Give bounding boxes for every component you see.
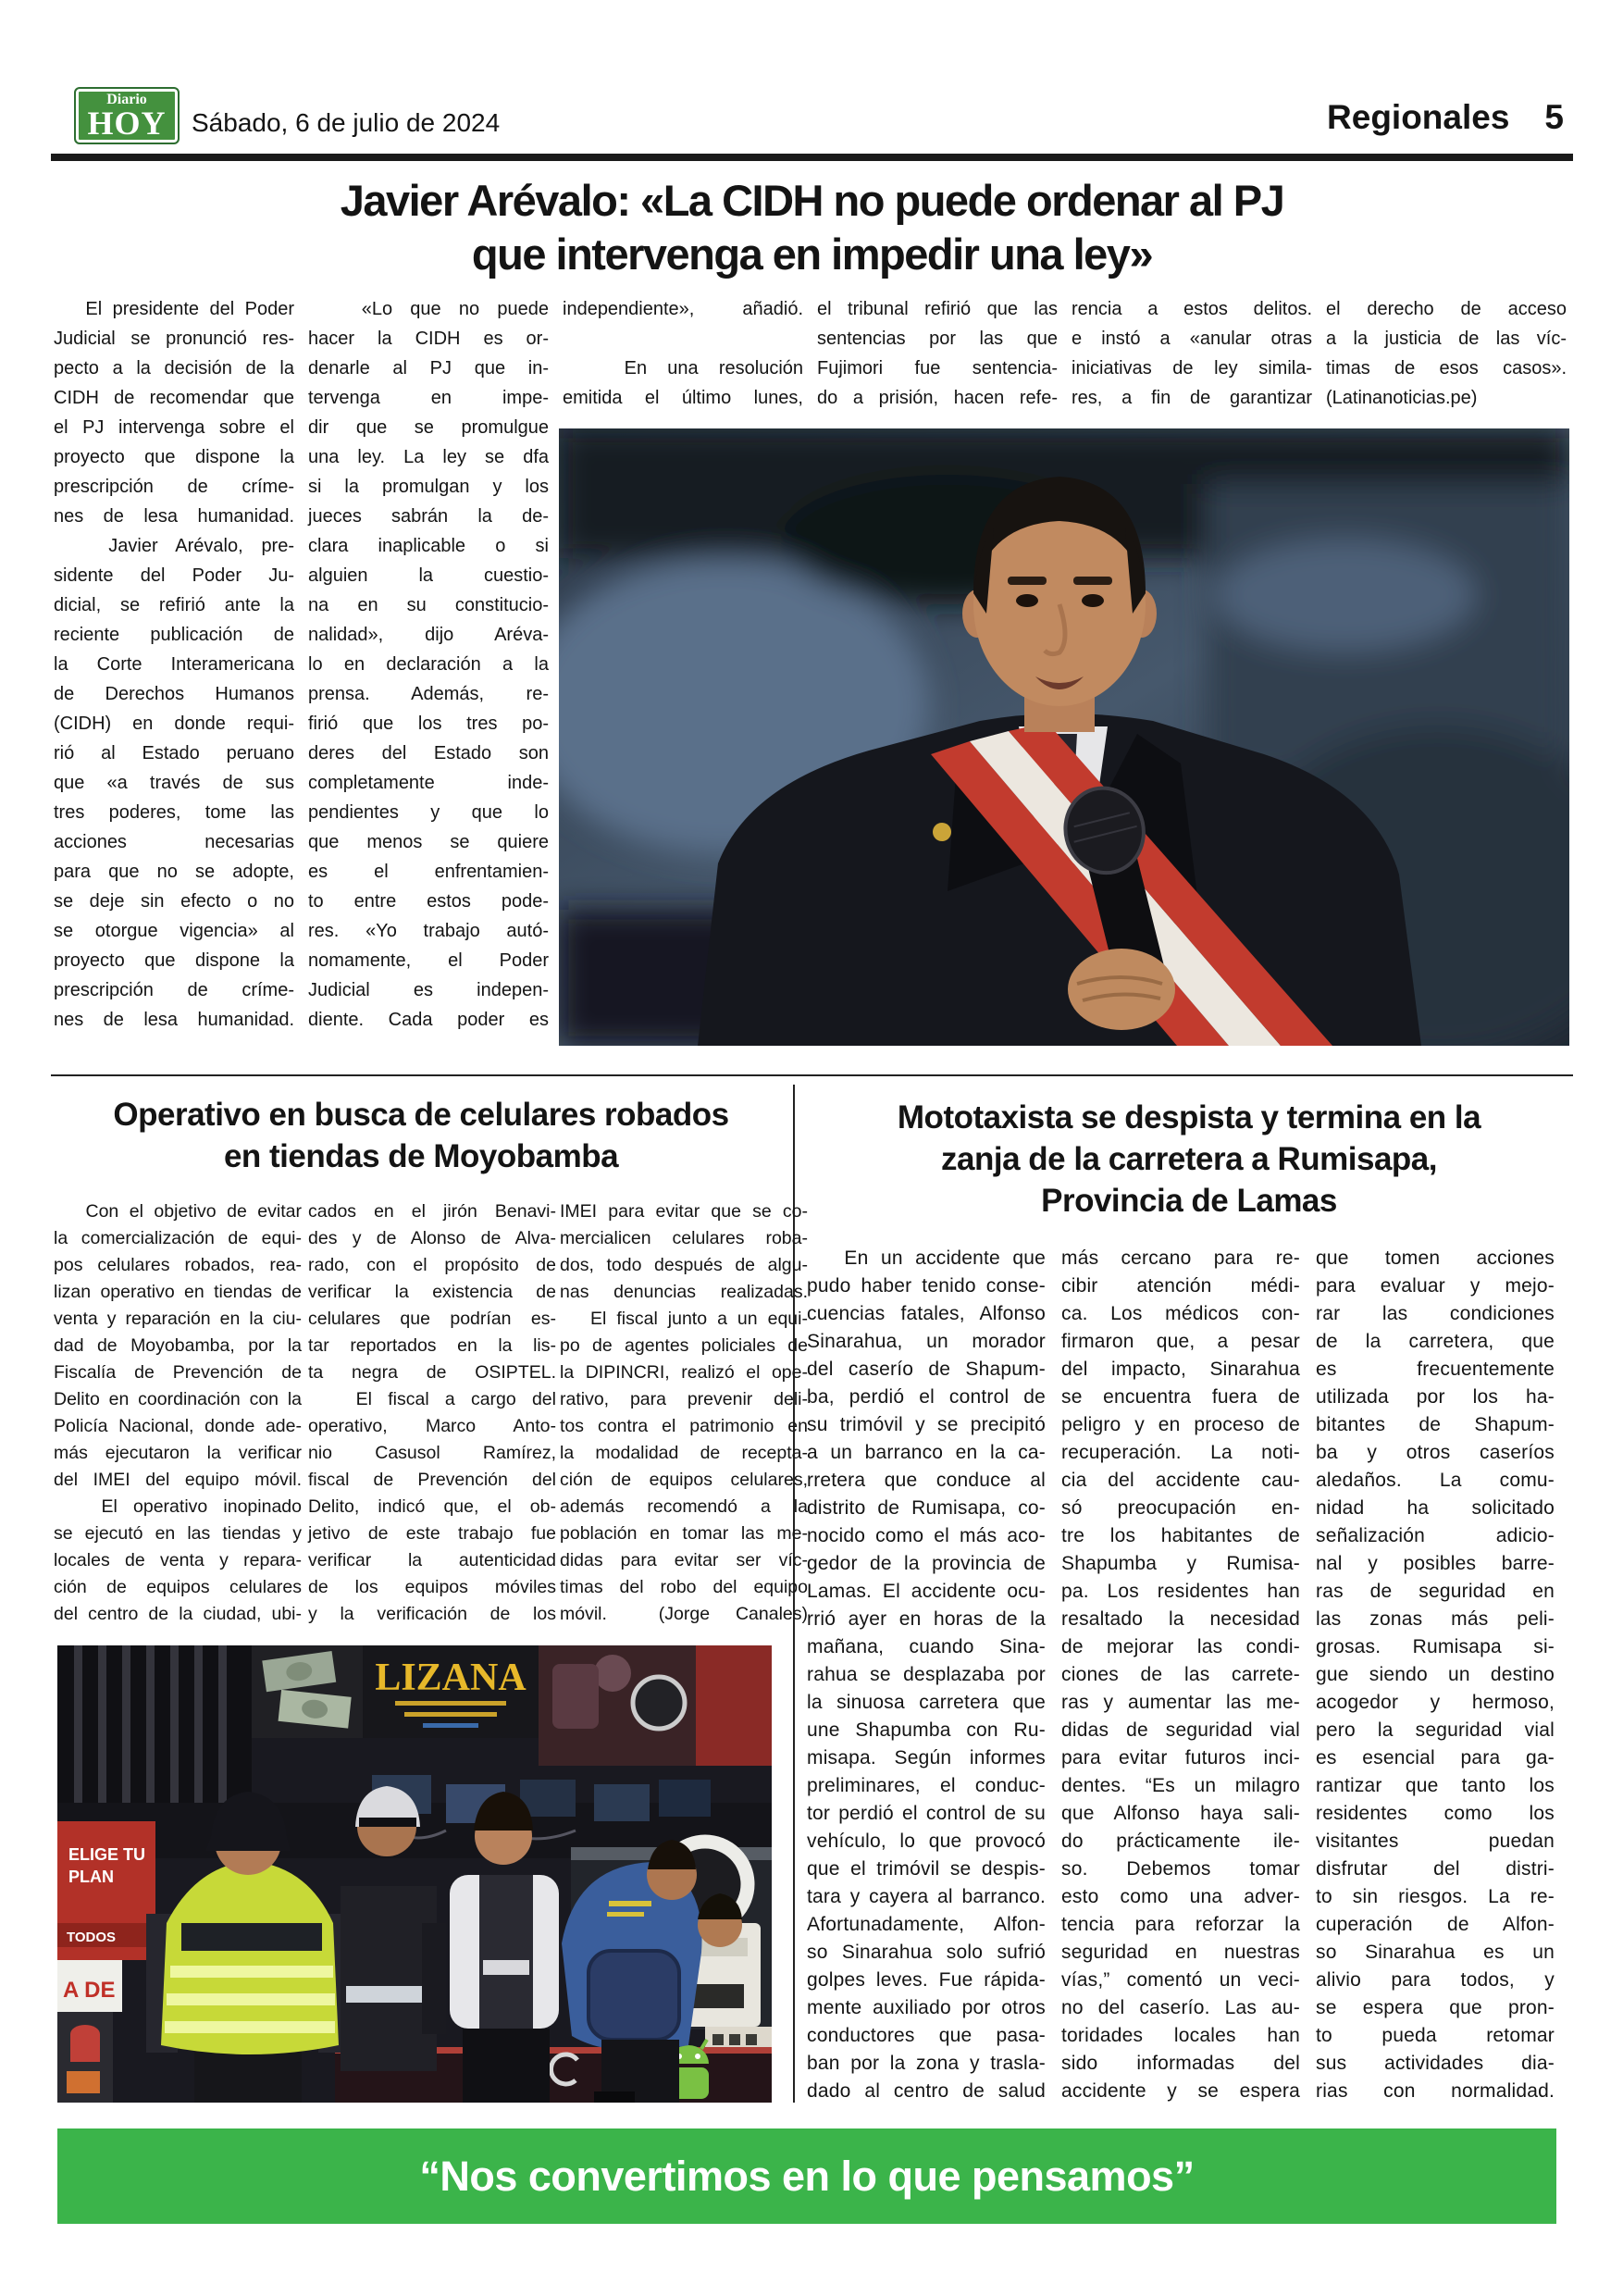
right-article-column-1: En un accidente que pudo haber tenido conse- cuencias fatales, Alfonso Sinarahua, un morador del caserío de Shapum- ba, perdió el control de su trimóvil y se precipitó a un barranco en la ca- rretera que conduce al distrito de Rumisapa, co- nocido como el más aco- gedor de la provincia de Lamas. El accidente ocu- rrió ayer en horas de la mañana, cuando Sina- rahua se desplazaba por la sinuosa carretera que une Shapumba con Ru- misapa. Según informes preliminares, el conduc- tor perdió el control de su vehículo, lo que provocó que el trimóvil se despis- tara y cayera al barranco. Afortunadamente, Alfon- so Sinarahua solo sufrió golpes leves. Fue rápida- mente auxiliado por otros conductores que pasa- ban por la zona y trasla- dado al centro de salud <box>807 1247 1046 2102</box>
main-article-column-3: independiente», añadió. En una resolución emitida el último lunes, <box>563 299 804 408</box>
main-article-column-4: el tribunal refirió que las sentencias por las que Fujimori fue sentencia- do a prisión, hacen refe- <box>817 299 1058 408</box>
main-headline-line2: que intervenga en impedir una ley» <box>471 230 1153 279</box>
motto-banner <box>57 2128 1556 2224</box>
masthead-logo-top: Diario <box>106 92 147 107</box>
left-article-column-1: Con el objetivo de evitar la comercialización de equi- pos celulares robados, rea- lizan operativo en tiendas de venta y reparación en la ciu- dad de Moyobamba, por la Fiscalía de Prevención de Delito en coordinación con la Policía Nacional, donde ade- más ejecutaron la verificar del IMEI del equipo móvil. El operativo inopinado se ejecutó en las tiendas y locales de venta y repara- ción de equipos celulares del centro de la ciudad, ubi- <box>54 1201 302 1624</box>
left-article-headline-line2: en tiendas de Moyobamba <box>223 1138 619 1174</box>
section-label: Regionales <box>1327 98 1510 136</box>
operation-photo-illustration <box>57 1645 772 2103</box>
right-article-headline-line3: Provincia de Lamas <box>1041 1183 1337 1219</box>
lapel-pin <box>933 823 951 841</box>
main-headline <box>51 174 1573 281</box>
header-rule <box>51 154 1573 161</box>
main-article-column-2: «Lo que no puede hacer la CIDH es or- denarle al PJ que in- tervenga en impe- dir que se promulgue una ley. La ley se dfa si la promulgan y los jueces sabrán la de- clara inaplicable o si alguien la cuestio- na en su constitucio- nalidad», dijo Aréva- lo en declaración a la prensa. Además, re- firió que los tres po- deres del Estado son completamente inde- pendientes y que lo que menos se quiere es el enfrentamien- to entre estos pode- res. «Yo trabajo autó- nomamente, el Poder Judicial es indepen- diente. Cada poder es <box>308 299 549 1030</box>
main-article-photo <box>559 428 1569 1046</box>
shop-sign-text: LIZANA <box>375 1657 527 1699</box>
left-article-headline-line1: Operativo en busca de celulares robados <box>113 1097 729 1133</box>
left-article-photo <box>57 1645 772 2103</box>
right-article-headline-line1: Mototaxista se despista y termina en la <box>897 1099 1481 1136</box>
left-article-column-2: cados en el jirón Benavi- des y de Alonso de Alva- rado, con el propósito de verificar la existencia de celulares que podrían es- tar reportados en la lis- ta negra de OSIPTEL. El fiscal a cargo del operativo, Marco Anto- nio Casusol Ramírez, fiscal de Prevención del Delito, indicó que, el ob- jetivo de este trabajo fue verificar la autenticidad de los equipos móviles y la verificación de los <box>308 1201 556 1624</box>
main-article-column-6: el derecho de acceso a la justicia de las víc- timas de esos casos». (Latinanoticias.pe) <box>1326 299 1567 408</box>
masthead-logo <box>74 87 180 144</box>
right-article-headline <box>805 1097 1573 1222</box>
hand <box>1068 949 1175 1030</box>
speaker-photo-illustration <box>559 428 1569 1046</box>
poster-text-1: ELIGE TU <box>68 1845 146 1864</box>
section-divider-rule <box>51 1074 1573 1076</box>
main-headline-line1: Javier Arévalo: «La CIDH no puede ordenar al PJ <box>340 176 1284 225</box>
right-article-column-2: más cercano para re- cibir atención médi- ca. Los médicos con- firmaron que, a pesar del impacto, Sinarahua se encuentra fuera de peligro y en proceso de recuperación. La noti- cia del accidente cau- só preocupación en- tre los habitantes de Shapumba y Rumisa- pa. Los residentes han resaltado la necesidad de mejorar las condi- ciones de las carrete- ras y aumentar las me- didas de seguridad vial para evitar futuros inci- dentes. “Es un milagro que Alfonso haya sali- do prácticamente ile- so. Debemos tomar esto como una adver- tencia para reforzar la seguridad en nuestras vías,” comentó un veci- no del caserío. Las au- toridades locales han sido informadas del accidente y se espera <box>1061 1247 1300 2102</box>
left-article-headline <box>51 1094 791 1177</box>
main-article-column-1: El presidente del Poder Judicial se pronunció res- pecto a la decisión de la CIDH de recomendar que el PJ intervenga sobre el proyecto que dispone la prescripción de críme- nes de lesa humanidad. Javier Arévalo, pre- sidente del Poder Ju- dicial, se refirió ante la reciente publicación de la Corte Interamericana de Derechos Humanos (CIDH) en donde requi- rió al Estado peruano que «a través de sus tres poderes, tome las acciones necesarias para que no se adopte, se deje sin efecto o no se otorgue vigencia» al proyecto que dispone la prescripción de críme- nes de lesa humanidad. <box>54 299 295 1030</box>
poster-text-4: A DE <box>63 1978 116 2003</box>
right-article-headline-line2: zanja de la carretera a Rumisapa, <box>941 1141 1437 1177</box>
section-header <box>1327 98 1564 137</box>
edition-date: Sábado, 6 de julio de 2024 <box>192 108 501 137</box>
right-article-column-3: que tomen acciones para evaluar y mejo- rar las condiciones de la carretera, que es frecuentemente utilizada por los ha- bitantes de Shapum- ba y otros caseríos aledaños. La comu- nidad ha solicitado señalización adicio- nal y posibles barre- ras de seguridad en las zonas más peli- grosas. Rumisapa si- gue siendo un destino acogedor y hermoso, pero la seguridad vial es esencial para ga- rantizar que tanto los residentes como los visitantes puedan disfrutar del distri- to sin riesgos. La re- cuperación de Alfon- so Sinarahua es un alivio para todos, y se espera que pron- to pueda retomar sus actividades dia- rias con normalidad. <box>1316 1247 1555 2102</box>
poster-text-3: TODOS <box>67 1930 117 1945</box>
page-number: 5 <box>1544 98 1564 136</box>
poster-text-2: PLAN <box>68 1868 114 1886</box>
main-article-column-5: rencia a estos delitos. e instó a «anular otras iniciativas de ley simila- res, a fin de garantizar <box>1072 299 1312 408</box>
left-article-column-3: IMEI para evitar que se co- mercialicen celulares roba- dos, todo después de algu- nas denuncias realizadas. El fiscal junto a un equi- po de agentes policiales de la DIPINCRI, realizó el ope- rativo, para prevenir deli- tos contra el patrimonio en la modalidad de recepta- ción de equipos celulares, además recomendó a la población en tomar las me- didas para evitar ser víc- timas del robo del equipo móvil. (Jorge Canales) <box>560 1201 808 1624</box>
masthead-logo-main: HOY <box>87 105 167 142</box>
motto-text: “Nos convertimos en lo que pensamos” <box>419 2152 1195 2200</box>
